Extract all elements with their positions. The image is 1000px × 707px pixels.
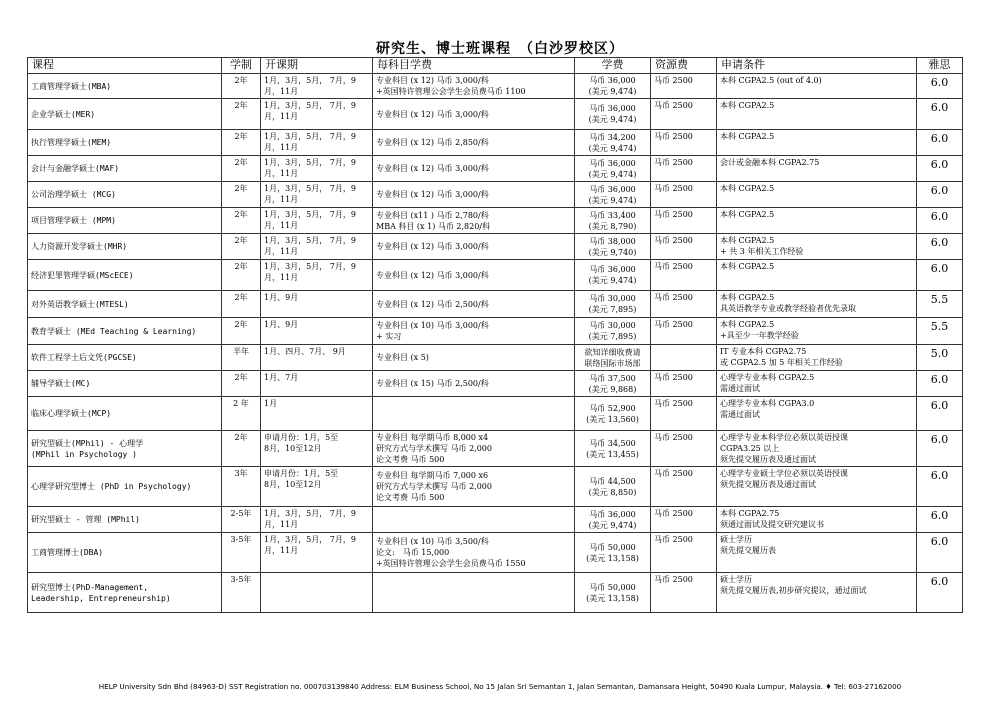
table-row [28,156,963,182]
table-cell-resource: 马币 2500 [651,397,717,431]
table-cell-duration: 2 年 [222,397,261,431]
table-cell-resource [651,345,717,371]
table-cell-course: 工商管理学硕士(MBA) [28,74,222,99]
table-cell-ielts: 6.0 [917,573,963,613]
table-cell-requirements: 本科 CGPA2.5 [717,130,917,156]
table-cell-tuition: 马币 36,000 (美元 9,474) [575,182,651,208]
table-cell-intake: 1月，3月，5月， 7月，9月，11月 [261,99,373,130]
table-cell-ielts: 6.0 [917,533,963,573]
table-cell-resource: 马币 2500 [651,260,717,291]
table-cell-duration: 2年 [222,234,261,260]
table-cell-tuition: 马币 44,500 (美元 8,850) [575,467,651,507]
page-title: 研究生、博士班课程 （白沙罗校区） [376,41,624,57]
table-cell-course: 研究型博士(PhD-Management, Leadership, Entrepreneurship) [28,573,222,613]
table-cell-duration: 3-5年 [222,573,261,613]
table-cell-ielts: 6.0 [917,156,963,182]
header-course: 课程 [28,58,222,74]
table-cell-requirements: IT 专业本科 CGPA2.75 或 CGPA2.5 加 5 年相关工作经验 [717,345,917,371]
table-cell-ielts: 6.0 [917,431,963,467]
table-cell-ielts: 6.0 [917,130,963,156]
table-cell-ielts: 5.0 [917,345,963,371]
table-cell-intake [261,573,373,613]
table-cell-tuition: 马币 30,000 (美元 7,895) [575,318,651,345]
table-cell-course: 人力资源开发学硕士(MHR) [28,234,222,260]
table-cell-duration: 3年 [222,467,261,507]
table-cell-subject-fee: 专业科目 (x 10) 马币 3,500/科 论文: 马币 15,000 +英国特许管理公会学生会员费马币 1550 [373,533,575,573]
table-cell-ielts: 6.0 [917,234,963,260]
table-cell-ielts: 5.5 [917,318,963,345]
table-row [28,234,963,260]
table-cell-duration: 2年 [222,260,261,291]
table-cell-subject-fee: 专业科目 (x 12) 马币 3,000/科 +英国特许管理公会学生会员费马币 1100 [373,74,575,99]
table-cell-ielts: 6.0 [917,397,963,431]
table-cell-subject-fee: 专业科目 (x 10) 马币 3,000/科 + 实习 [373,318,575,345]
table-cell-subject-fee: 专业科目 (x 12) 马币 3,000/科 [373,182,575,208]
table-row [28,397,963,431]
table-cell-requirements: 本科 CGPA2.5 具英语教学专业或教学经验者优先录取 [717,291,917,318]
table-cell-subject-fee: 专业科目 每学期马币 7,000 x6 研究方式与学术撰写 马币 2,000 论文考费 马币 500 [373,467,575,507]
table-cell-course: 心理学研究型博士 (PhD in Psychology) [28,467,222,507]
table-cell-intake: 1月、9月 [261,318,373,345]
table-cell-intake: 1月，3月，5月， 7月，9月，11月 [261,533,373,573]
header-requirements: 申请条件 [717,58,917,74]
table-cell-requirements: 本科 CGPA2.5 +具至少一年教学经验 [717,318,917,345]
table-cell-duration: 半年 [222,345,261,371]
table-cell-duration: 2年 [222,208,261,234]
table-cell-intake: 1月，3月，5月， 7月，9月，11月 [261,130,373,156]
table-cell-duration: 2年 [222,431,261,467]
table-cell-intake: 1月，3月，5月， 7月，9月，11月 [261,156,373,182]
table-cell-duration: 2年 [222,182,261,208]
table-row [28,208,963,234]
table-cell-course: 公司治理学硕士 (MCG) [28,182,222,208]
table-cell-duration: 2年 [222,156,261,182]
table-cell-intake: 1月 [261,397,373,431]
table-cell-course: 辅导学硕士(MC) [28,371,222,397]
table-cell-tuition: 马币 36,000 (美元 9,474) [575,99,651,130]
table-cell-duration: 2年 [222,130,261,156]
table-cell-requirements: 本科 CGPA2.5 [717,208,917,234]
table-cell-course: 会计与金融学硕士(MAF) [28,156,222,182]
table-cell-ielts: 6.0 [917,182,963,208]
table-cell-requirements: 硕士学历 须先提交履历表,初步研究提议，通过面试 [717,573,917,613]
table-row [28,467,963,507]
table-row [28,99,963,130]
table-cell-subject-fee: 专业科目 (x 12) 马币 3,000/科 [373,156,575,182]
table-row [28,74,963,99]
table-cell-intake: 1月，3月，5月， 7月，9月，11月 [261,507,373,533]
table-cell-subject-fee [373,573,575,613]
table-cell-resource: 马币 2500 [651,467,717,507]
table-cell-requirements: 本科 CGPA2.5 + 共 3 年相关工作经验 [717,234,917,260]
table-cell-tuition: 欲知详细收费请 联络国际市场部 [575,345,651,371]
table-cell-course: 经济犯罪管理学硕(MScECE) [28,260,222,291]
table-cell-duration: 2年 [222,291,261,318]
table-row [28,318,963,345]
table-row [28,507,963,533]
table-cell-tuition: 马币 36,000 (美元 9,474) [575,260,651,291]
table-row [28,573,963,613]
table-cell-ielts: 6.0 [917,467,963,507]
table-cell-intake: 1月、9月 [261,291,373,318]
table-cell-tuition: 马币 36,000 (美元 9,474) [575,507,651,533]
table-cell-subject-fee [373,507,575,533]
table-cell-tuition: 马币 38,000 (美元 9,740) [575,234,651,260]
course-table [27,57,963,613]
table-cell-intake: 申请月份：1月，5至 8月，10至12月 [261,431,373,467]
table-cell-tuition: 马币 33,400 (美元 8,790) [575,208,651,234]
table-row [28,130,963,156]
table-cell-tuition: 马币 52,900 (美元 13,560) [575,397,651,431]
header-ielts: 雅思 [917,58,963,74]
table-cell-subject-fee: 专业科目 (x 12) 马币 3,000/科 [373,234,575,260]
table-cell-course: 对外英语教学硕士(MTESL) [28,291,222,318]
table-cell-course: 项目管理学硕士 (MPM) [28,208,222,234]
table-cell-subject-fee: 专业科目 (x11 ) 马币 2,780/科 MBA 科目 (x 1) 马币 2,820/科 [373,208,575,234]
table-cell-requirements: 本科 CGPA2.5 [717,260,917,291]
table-cell-intake: 1月，3月，5月， 7月，9月，11月 [261,260,373,291]
table-cell-resource: 马币 2500 [651,74,717,99]
header-duration: 学制 [222,58,261,74]
table-cell-resource: 马币 2500 [651,234,717,260]
table-cell-subject-fee: 专业科目 (x 12) 马币 2,850/科 [373,130,575,156]
table-cell-requirements: 本科 CGPA2.5 [717,99,917,130]
table-cell-intake: 1月，3月，5月， 7月，9月，11月 [261,234,373,260]
table-cell-intake: 1月，3月，5月， 7月，9月，11月 [261,74,373,99]
table-header-row [28,58,963,74]
table-row [28,431,963,467]
table-cell-intake: 1月，3月，5月， 7月，9月，11月 [261,208,373,234]
table-cell-course: 研究型硕士(MPhil) - 心理学 (MPhil in Psychology ) [28,431,222,467]
table-cell-duration: 2年 [222,74,261,99]
table-cell-requirements: 会计或金融本科 CGPA2.75 [717,156,917,182]
table-cell-resource: 马币 2500 [651,318,717,345]
table-cell-course: 执行管理学硕士(MEM) [28,130,222,156]
table-cell-ielts: 6.0 [917,371,963,397]
table-row [28,182,963,208]
table-cell-resource: 马币 2500 [651,291,717,318]
table-row [28,371,963,397]
table-cell-resource: 马币 2500 [651,182,717,208]
table-cell-resource: 马币 2500 [651,371,717,397]
table-cell-subject-fee: 专业科目 (x 5) [373,345,575,371]
table-cell-duration: 2年 [222,318,261,345]
table-row [28,533,963,573]
table-cell-subject-fee [373,397,575,431]
table-cell-course: 工商管理博士(DBA) [28,533,222,573]
table-cell-ielts: 6.0 [917,507,963,533]
table-cell-intake: 申请月份：1月，5至 8月，10至12月 [261,467,373,507]
table-row [28,291,963,318]
table-cell-course: 软件工程学士后文凭(PGCSE) [28,345,222,371]
table-cell-tuition: 马币 30,000 (美元 7,895) [575,291,651,318]
table-cell-course: 企业学硕士(MER) [28,99,222,130]
table-cell-course: 临床心理学硕士(MCP) [28,397,222,431]
table-cell-duration: 2年 [222,371,261,397]
table-cell-subject-fee: 专业科目 (x 12) 马币 3,000/科 [373,260,575,291]
header-resource: 资源费 [651,58,717,74]
table-cell-subject-fee: 专业科目 (x 15) 马币 2,500/科 [373,371,575,397]
table-cell-intake: 1月、7月 [261,371,373,397]
table-cell-subject-fee: 专业科目 (x 12) 马币 3,000/科 [373,99,575,130]
table-cell-ielts: 5.5 [917,291,963,318]
table-cell-intake: 1月、四月、7月、 9月 [261,345,373,371]
table-cell-subject-fee: 专业科目 (x 12) 马币 2,500/科 [373,291,575,318]
table-cell-resource: 马币 2500 [651,507,717,533]
table-cell-requirements: 心理学专业本科学位必须以英语授课 CGPA3.25 以上 须先提交履历表及通过面试 [717,431,917,467]
table-cell-tuition: 马币 36,000 (美元 9,474) [575,74,651,99]
table-cell-tuition: 马币 50,000 (美元 13,158) [575,573,651,613]
table-cell-tuition: 马币 34,200 (美元 9,474) [575,130,651,156]
table-cell-duration: 3-5年 [222,533,261,573]
table-cell-course: 研究型硕士 - 管理 (MPhil) [28,507,222,533]
table-cell-duration: 2-5年 [222,507,261,533]
table-cell-resource: 马币 2500 [651,573,717,613]
table-cell-ielts: 6.0 [917,99,963,130]
table-cell-requirements: 心理学专业本科 CGPA2.5 需通过面试 [717,371,917,397]
table-cell-subject-fee: 专业科目 每学期马币 8,000 x4 研究方式与学术撰写 马币 2,000 论文考费 马币 500 [373,431,575,467]
header-subject-fee: 每科目学费 [373,58,575,74]
table-cell-tuition: 马币 36,000 (美元 9,474) [575,156,651,182]
table-cell-tuition: 马币 50,000 (美元 13,158) [575,533,651,573]
table-cell-requirements: 硕士学历 须先提交履历表 [717,533,917,573]
table-cell-tuition: 马币 37,500 (美元 9,868) [575,371,651,397]
table-cell-requirements: 本科 CGPA2.5 (out of 4.0) [717,74,917,99]
table-cell-resource: 马币 2500 [651,208,717,234]
table-cell-requirements: 本科 CGPA2.5 [717,182,917,208]
table-cell-requirements: 心理学专业硕士学位必须以英语授课 须先提交履历表及通过面试 [717,467,917,507]
table-cell-intake: 1月，3月，5月， 7月，9月，11月 [261,182,373,208]
table-cell-resource: 马币 2500 [651,156,717,182]
table-cell-ielts: 6.0 [917,260,963,291]
table-cell-duration: 2年 [222,99,261,130]
table-cell-ielts: 6.0 [917,74,963,99]
table-cell-requirements: 心理学专业本科 CGPA3.0 需通过面试 [717,397,917,431]
table-cell-tuition: 马币 34,500 (美元 13,455) [575,431,651,467]
table-row [28,260,963,291]
footer-address: HELP University Sdn Bhd (84963-D) SST Registration no. 000703139840 Address: ELM Business School, No 15 Jalan Sri Semantan 1, Jalan Semantan, Damansara Height, 50490 Kuala Lumpur, Malaysia. ♦ Tel: 603-27162000 [98,682,902,691]
table-cell-course: 教育学硕士 (MEd Teaching & Learning) [28,318,222,345]
table-cell-resource: 马币 2500 [651,533,717,573]
header-tuition: 学费 [575,58,651,74]
table-cell-requirements: 本科 CGPA2.75 须通过面试及提交研究建议书 [717,507,917,533]
table-cell-ielts: 6.0 [917,208,963,234]
table-cell-resource: 马币 2500 [651,130,717,156]
table-row [28,345,963,371]
header-intake: 开课期 [261,58,373,74]
table-cell-resource: 马币 2500 [651,99,717,130]
table-cell-resource: 马币 2500 [651,431,717,467]
